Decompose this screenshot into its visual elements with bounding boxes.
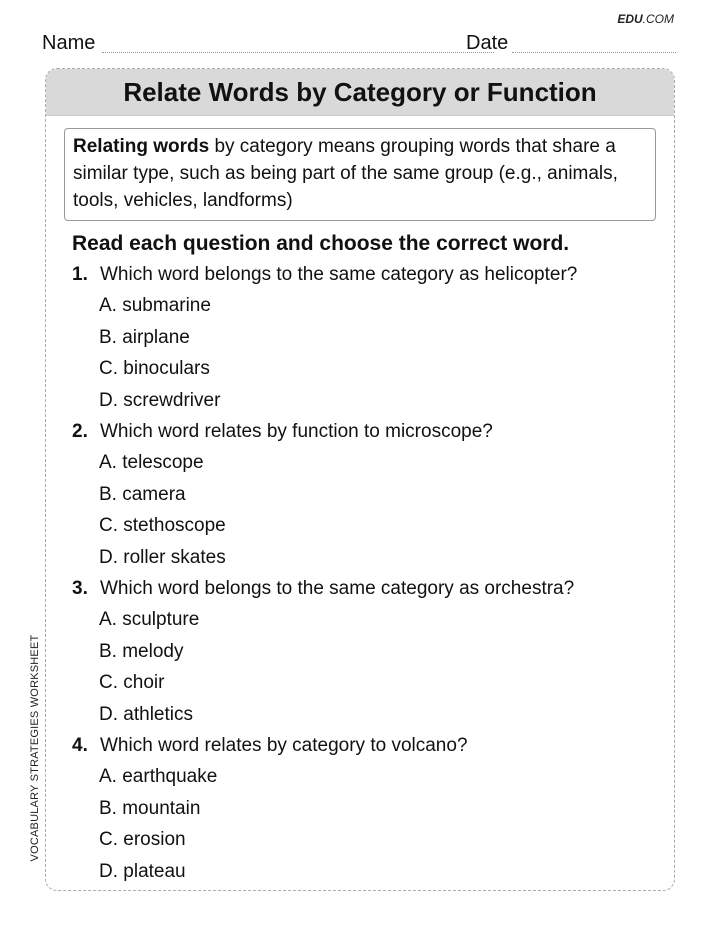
- question-3: [72, 573, 674, 730]
- question-1: [72, 259, 674, 416]
- answer-option[interactable]: C. erosion: [99, 829, 186, 850]
- side-label: VOCABULARY STRATEGIES WORKSHEET: [29, 634, 41, 862]
- question-text: Which word belongs to the same category as orchestra?: [100, 578, 575, 599]
- answer-option[interactable]: A. earthquake: [99, 766, 218, 787]
- answer-option[interactable]: C. choir: [99, 672, 165, 693]
- worksheet-title: Relate Words by Category or Function: [46, 69, 674, 116]
- date-line: [512, 52, 676, 53]
- question-text: Which word relates by category to volcano?: [100, 735, 468, 756]
- question-text: Which word relates by function to microscope?: [100, 421, 493, 442]
- question-line: [72, 259, 674, 290]
- question-line: [72, 416, 674, 447]
- answer-option[interactable]: B. melody: [99, 640, 184, 662]
- answer-option[interactable]: A. sculpture: [99, 609, 200, 630]
- answer-option[interactable]: A. submarine: [99, 295, 211, 316]
- answer-option[interactable]: D. plateau: [99, 860, 186, 882]
- answer-option[interactable]: D. athletics: [99, 703, 193, 725]
- answer-option[interactable]: B. airplane: [99, 326, 190, 348]
- answer-option[interactable]: D. screwdriver: [99, 389, 221, 411]
- answer-option[interactable]: C. stethoscope: [99, 515, 226, 536]
- answer-option[interactable]: A. telescope: [99, 452, 204, 473]
- definition-term: Relating words: [73, 136, 210, 157]
- question-text: Which word belongs to the same category as helicopter?: [100, 264, 578, 285]
- question-number: 2.: [72, 421, 88, 442]
- question-list: [46, 259, 674, 887]
- definition-text: by category means grouping words that share a similar type, such as being part of the same group (e.g., animals, tools, vehicles, landforms): [73, 136, 618, 211]
- question-line: [72, 730, 674, 761]
- name-line: [102, 52, 494, 53]
- logo-suffix: .COM: [642, 12, 674, 26]
- date-label: Date: [466, 32, 509, 54]
- question-line: [72, 573, 674, 604]
- answer-option[interactable]: D. roller skates: [99, 546, 226, 568]
- logo-brand: EDU: [617, 12, 643, 26]
- answer-option[interactable]: C. binoculars: [99, 358, 210, 379]
- question-number: 3.: [72, 578, 88, 599]
- name-date-header: [42, 30, 678, 54]
- question-number: 1.: [72, 264, 88, 285]
- question-number: 4.: [72, 735, 88, 756]
- answer-option[interactable]: B. camera: [99, 483, 186, 505]
- definition-box: [64, 128, 656, 221]
- site-logo: [617, 12, 674, 26]
- worksheet-card: [45, 68, 675, 891]
- answer-option[interactable]: B. mountain: [99, 797, 201, 819]
- instructions: Read each question and choose the correct word.: [72, 232, 570, 255]
- question-4: [72, 730, 674, 887]
- question-2: [72, 416, 674, 573]
- name-label: Name: [42, 32, 96, 54]
